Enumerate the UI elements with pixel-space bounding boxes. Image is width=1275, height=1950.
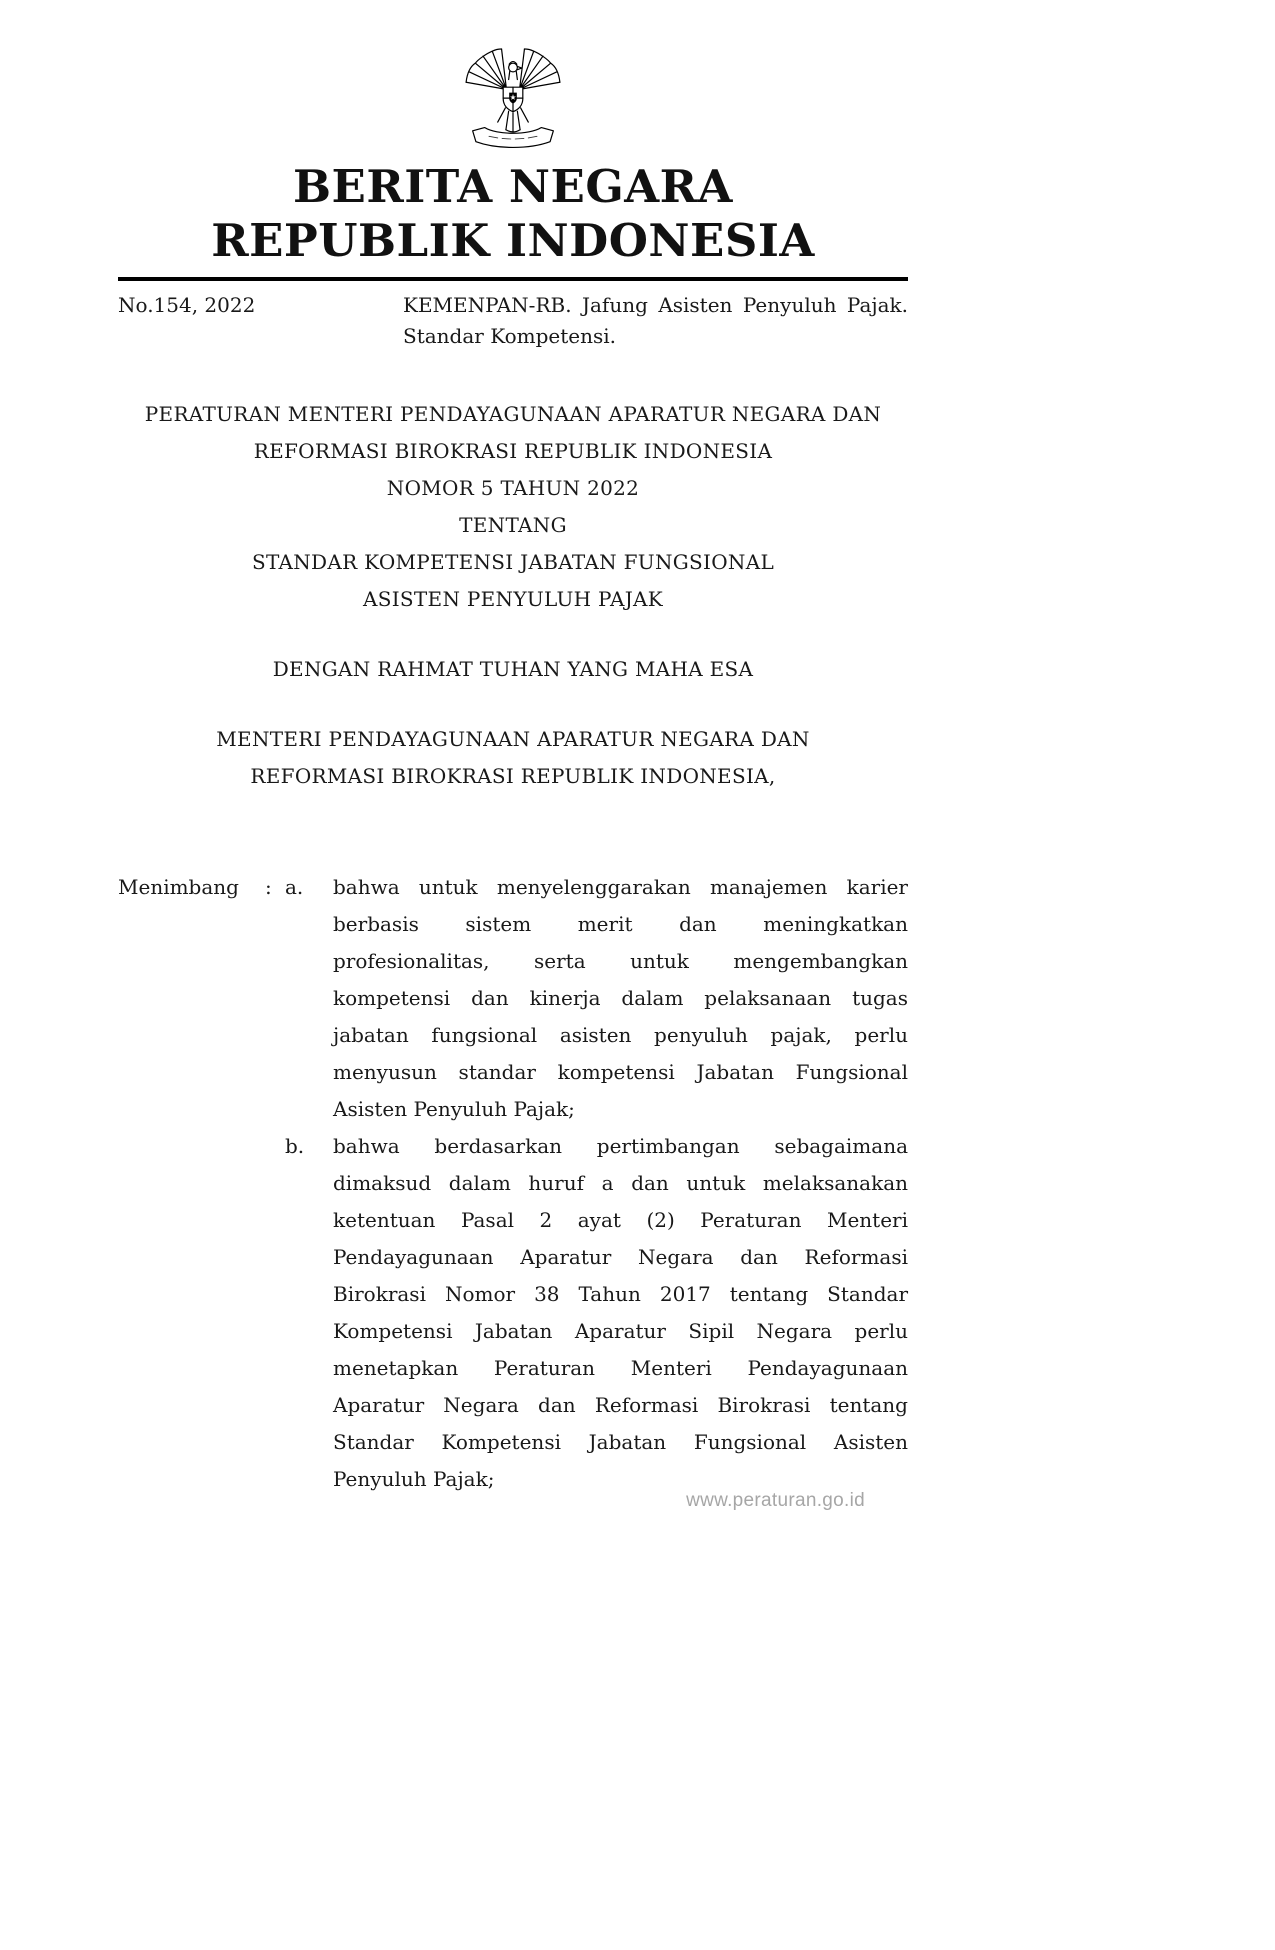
regulation-number-line: NOMOR 5 TAHUN 2022 bbox=[386, 476, 640, 500]
considering-separator: : bbox=[265, 875, 272, 899]
masthead bbox=[118, 160, 908, 268]
masthead-divider bbox=[118, 277, 908, 281]
issue-number: No.154, 2022 bbox=[118, 293, 256, 317]
regulation-subject-line: STANDAR KOMPETENSI JABATAN FUNGSIONAL bbox=[251, 550, 775, 574]
considering-item bbox=[285, 869, 908, 1128]
considering-item-letter: b. bbox=[285, 1134, 305, 1158]
considering-item-letter: a. bbox=[285, 875, 304, 899]
masthead-title-line1: BERITA NEGARA bbox=[293, 160, 733, 213]
authority-block bbox=[118, 721, 908, 795]
issue-meta-row bbox=[118, 290, 908, 352]
regulation-title-block bbox=[118, 396, 908, 618]
regulation-subject-line: ASISTEN PENYULUH PAJAK bbox=[362, 587, 664, 611]
considering-label: Menimbang bbox=[118, 875, 239, 899]
invocation-line: DENGAN RAHMAT TUHAN YANG MAHA ESA bbox=[272, 657, 754, 681]
considering-item-text: bahwa untuk menyelenggarakan manajemen karier berbasis sistem merit dan meningkatkan profesionalitas, serta untuk mengembangkan kompetensi dan kinerja dalam pelaksanaan tugas jabatan fungsional asisten penyuluh pajak, perlu menyusun standar kompetensi Jabatan Fungsional Asisten Penyuluh Pajak; bbox=[333, 875, 908, 1121]
document-content bbox=[118, 0, 908, 1498]
considering-item-text: bahwa berdasarkan pertimbangan sebagaimana dimaksud dalam huruf a dan untuk melaksanakan ketentuan Pasal 2 ayat (2) Peraturan Menteri Pendayagunaan Aparatur Negara dan Reformasi Birokrasi Nomor 38 Tahun 2017 tentang Standar Kompetensi Jabatan Aparatur Sipil Negara perlu menetapkan Peraturan Menteri Pendayagunaan Aparatur Negara dan Reformasi Birokrasi tentang Standar Kompetensi Jabatan Fungsional Asisten Penyuluh Pajak; bbox=[333, 1134, 908, 1491]
source-watermark: www.peraturan.go.id bbox=[686, 1490, 865, 1511]
issue-subject bbox=[403, 290, 908, 352]
authority-line2: REFORMASI BIROKRASI REPUBLIK INDONESIA, bbox=[250, 764, 776, 788]
garuda-pancasila-icon bbox=[453, 40, 573, 154]
considering-section bbox=[118, 869, 908, 1498]
considering-items bbox=[285, 869, 908, 1498]
considering-item bbox=[285, 1128, 908, 1498]
regulation-about-label: TENTANG bbox=[459, 513, 567, 537]
issue-subject-line1: KEMENPAN-RB. Jafung Asisten Penyuluh Pajak. bbox=[403, 293, 908, 317]
authority-line1: MENTERI PENDAYAGUNAAN APARATUR NEGARA DAN bbox=[216, 727, 810, 751]
masthead-title-line2: REPUBLIK INDONESIA bbox=[211, 214, 815, 267]
regulation-title-line: PERATURAN MENTERI PENDAYAGUNAAN APARATUR NEGARA DAN bbox=[144, 402, 882, 426]
issue-subject-line2: Standar Kompetensi. bbox=[403, 324, 617, 348]
regulation-title-line: REFORMASI BIROKRASI REPUBLIK INDONESIA bbox=[253, 439, 773, 463]
